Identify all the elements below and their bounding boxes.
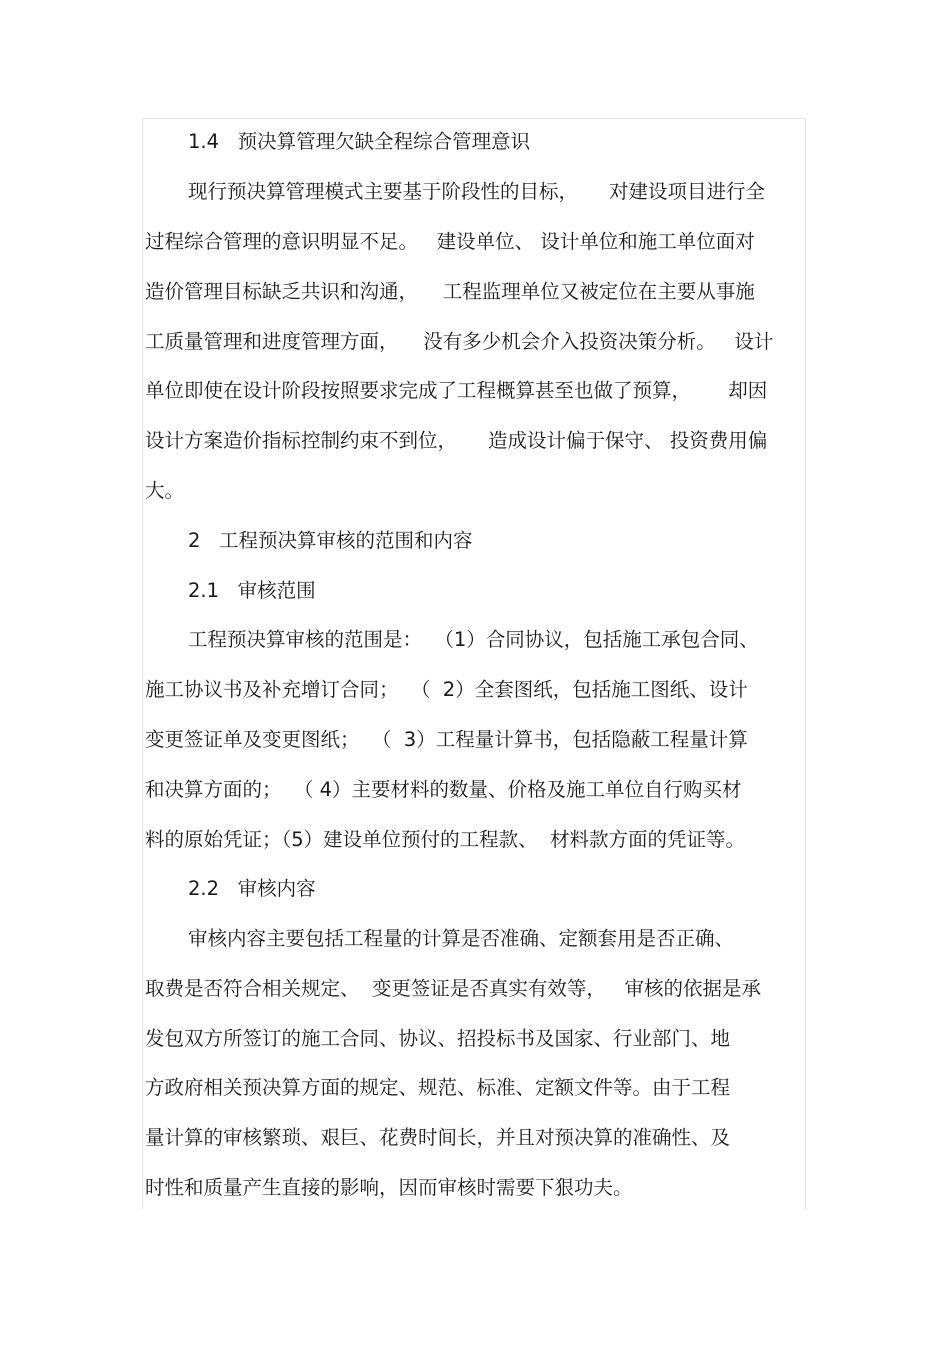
- paragraph-line: 大。: [145, 479, 185, 502]
- paragraph-line: 量计算的审核繁琐、艰巨、花费时间长，并且对预决算的准确性、及: [145, 1126, 731, 1149]
- paragraph-line: 造价管理目标缺乏共识和沟通， 工程监理单位又被定位在主要从事施: [145, 280, 755, 303]
- paragraph-line: 方政府相关预决算方面的规定、规范、标准、定额文件等。由于工程: [145, 1076, 731, 1099]
- paragraph-line: 审核内容主要包括工程量的计算是否准确、定额套用是否正确、: [188, 927, 735, 950]
- paragraph-line: 设计方案造价指标控制约束不到位， 造成设计偏于保守、 投资费用偏: [145, 429, 768, 452]
- paragraph-line: 和决算方面的； （ 4）主要材料的数量、价格及施工单位自行购买材: [145, 778, 742, 801]
- paragraph-line: 单位即使在设计阶段按照要求完成了工程概算甚至也做了预算， 却因: [145, 379, 768, 402]
- paragraph-line: 现行预决算管理模式主要基于阶段性的目标， 对建设项目进行全: [188, 180, 765, 203]
- paragraph-line: 变更签证单及变更图纸； （ 3）工程量计算书，包括隐蔽工程量计算: [145, 728, 748, 751]
- paragraph-line: 工质量管理和进度管理方面， 没有多少机会介入投资决策分析。 设计: [145, 330, 774, 353]
- paragraph-line: 发包双方所签订的施工合同、协议、招投标书及国家、行业部门、地: [145, 1027, 731, 1050]
- paragraph-line: 取费是否符合相关规定、 变更签证是否真实有效等， 审核的依据是承: [145, 977, 761, 1000]
- paragraph-line: 料的原始凭证；（5）建设单位预付的工程款、 材料款方面的凭证等。: [145, 828, 746, 851]
- paragraph-line: 过程综合管理的意识明显不足。 建设单位、 设计单位和施工单位面对: [145, 230, 755, 253]
- paragraph-line: 工程预决算审核的范围是： （1）合同协议，包括施工承包合同、: [188, 628, 759, 651]
- heading-2-2: 2.2 审核内容: [188, 877, 316, 900]
- paragraph-line: 时性和质量产生直接的影响，因而审核时需要下狠功夫。: [145, 1176, 633, 1199]
- heading-2-1: 2.1 审核范围: [188, 579, 316, 602]
- paragraph-line: 施工协议书及补充增订合同； （ 2）全套图纸，包括施工图纸、设计: [145, 678, 748, 701]
- heading-1-4: 1.4 预决算管理欠缺全程综合管理意识: [188, 130, 531, 153]
- heading-2: 2 工程预决算审核的范围和内容: [188, 529, 473, 552]
